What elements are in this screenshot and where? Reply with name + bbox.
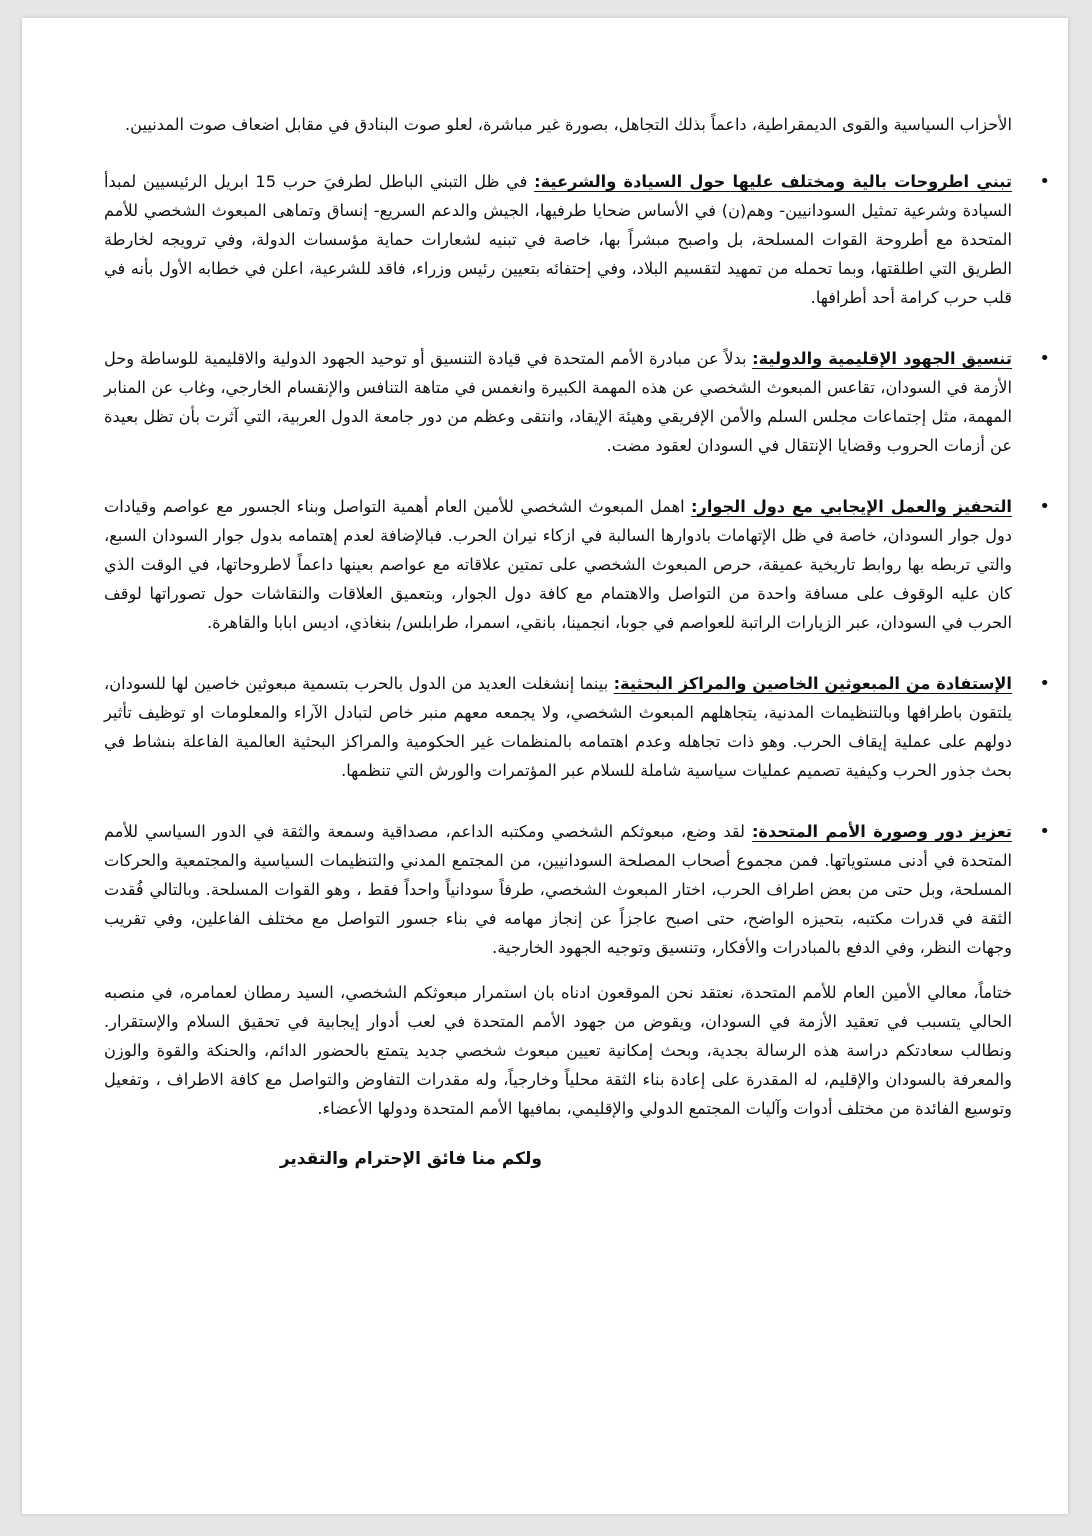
bullet-heading: تنسيق الجهود الإقليمية والدولية: (752, 349, 1012, 368)
bullet-item-coordination (104, 344, 1012, 460)
bullet-item-un-image (104, 817, 1012, 962)
bullet-item-envoys (104, 669, 1012, 785)
signoff-line: ولكم منا فائق الإحترام والتقدير (279, 1149, 542, 1169)
bullet-body: لقد وضع، مبعوثكم الشخصي ومكتبه الداعم، مصداقية وسمعة والثقة في الدور السياسي للأمم المتحدة في أدنى مستوياتها. فمن مجموع أصحاب المصلحة السودانيين، من المجتمع المدني والتنظيمات السياسية والمجتمعية والحركات المسلحة، وبل حتى من بعض اطراف الحرب، اختار المبعوث الشخصي، طرفاً سودانياً واحداً فقط ، وهو القوات المسلحة. وبالتالي فُقدت الثقة في قدرات مكتبه، بتحيزه الواضح، حتى اصبح عاجزاً عن إنجاز مهامه في بناء جسور التواصل مع مختلف الفاعلين، وفي تقريب وجهات النظر، وفي الدفع بالمبادرات والأفكار، وتنسيق وتوجيه الجهود الخارجية. (104, 822, 1012, 957)
intro-paragraph: الأحزاب السياسية والقوى الديمقراطية، داعماً بذلك التجاهل، بصورة غير مباشرة، لعلو صوت البنادق في مقابل اضعاف صوت المدنيين. (125, 115, 1012, 134)
bullet-list (104, 167, 1012, 962)
bullet-body: بينما إنشغلت العديد من الدول بالحرب بتسمية مبعوثين خاصين لها للسودان، يلتقون باطرافها وبالتنظيمات المدنية، يتجاهلهم المبعوث الشخصي، ولا يجمعه معهم منبر خاص لتبادل الآراء والمعلومات او توظيف تأثير دولهم على عملية إيقاف الحرب. وهو ذات تجاهله وعدم اهتمامه بالمنظمات غير الحكومية والمراكز البحثية العالمية الفاعلة بنشاط في بحث جذور الحرب وكيفية تصميم عمليات سياسية شاملة للسلام عبر المؤتمرات والورش التي تنظمها. (104, 674, 1012, 780)
bullet-heading: تبني اطروحات بالية ومختلف عليها حول السيادة والشرعية: (534, 172, 1012, 191)
bullet-body: اهمل المبعوث الشخصي للأمين العام أهمية التواصل وبناء الجسور مع عواصم وقيادات دول جوار السودان، خاصة في ظل الإتهامات بادوارها السالبة في ازكاء نيران الحرب. فبالإضافة لعدم إهتمامه بدول جوار السودان السبع، والتي تربطه بها روابط تاريخية عميقة، حرص المبعوث الشخصي على تمتين علاقاته مع عواصم بعينها داعماً لاطروحاتها، في الوقت الذي كان عليه الوقوف على مسافة واحدة من التواصل والاهتمام مع كافة دول الجوار، وبتعميق العلاقات والنقاشات حول تصوراتها لوقف الحرب في السودان، عبر الزيارات الراتبة للعواصم في جوبا، انجمينا، بانقي، اسمرا، طرابلس/ بنغاذي، اديس ابابا والقاهرة. (104, 497, 1012, 632)
closing-paragraph: ختاماً، معالي الأمين العام للأمم المتحدة، نعتقد نحن الموقعون ادناه بان استمرار مبعوثكم الشخصي، السيد رمطان لعمامره، في منصبه الحالي يتسبب في تعقيد الأزمة في السودان، ويقوض من جهود الأمم المتحدة في لعب أدوار إيجابية في تحقيق السلام والإستقرار. ونطالب سعادتكم دراسة هذه الرسالة بجدية، وبحث إمكانية تعيين مبعوث شخصي جديد يتمتع بالحضور الدائم، والحنكة والقوة والوزن والمعرفة بالسودان والإقليم، له المقدرة على إعادة بناء الثقة محلياً وخارجياً، وله مقدرات التفاوض والتواصل مع كافة الاطراف ، وتفعيل وتوسيع الفائدة من مختلف أدوات وآليات المجتمع الدولي والإقليمي، بمافيها الأمم المتحدة ودولها الأعضاء. (104, 983, 1012, 1118)
letter-body (104, 110, 1012, 1174)
bullet-heading: الإستفادة من المبعوثين الخاصين والمراكز البحثية: (613, 674, 1012, 693)
bullet-body: بدلاً عن مبادرة الأمم المتحدة في قيادة التنسيق أو توحيد الجهود الدولية والاقليمية للوساطة وحل الأزمة في السودان، تقاعس المبعوث الشخصي عن هذه المهمة الكبيرة وانغمس في متاهة التنافس والإنقسام الخارجي، وغاب عن المنابر المهمة، مثل إجتماعات مجلس السلم والأمن الإفريقي وهيئة الإيقاد، وانتقى وعظم من دور جامعة الدول العربية، التي آثرت بأن تظل بعيدة عن أزمات الحروب وقضايا الإنتقال في السودان لعقود مضت. (104, 349, 1012, 455)
bullet-heading: التحفيز والعمل الإيجابي مع دول الجوار: (691, 497, 1012, 516)
bullet-body: في ظل التبني الباطل لطرفيَ حرب 15 ابريل الرئيسيين لمبدأ السيادة وشرعية تمثيل السودانيين- وهم(ن) في الأساس ضحايا طرفيها، الجيش والدعم السريع- إنساق وتماهى المبعوث الشخصي للأمم المتحدة مع أطروحة القوات المسلحة، بل واصبح مبشراً بها، خاصة في تبنيه لشعارات حماية مؤسسات الدولة، وفي ترويجه لخارطة الطريق التي اطلقتها، وبما تحمله من تمهيد لتقسيم البلاد، وفي إحتفائه بتعيين رئيس وزراء، فاقد للشرعية، اعلن في خطابه الأول بأنه في قلب حرب كرامة أحد أطرافها. (104, 172, 1012, 307)
bullet-heading: تعزيز دور وصورة الأمم المتحدة: (751, 822, 1013, 841)
bullet-item-neighbors (104, 492, 1012, 637)
bullet-item-sovereignty (104, 167, 1012, 312)
document-page (22, 18, 1068, 1514)
